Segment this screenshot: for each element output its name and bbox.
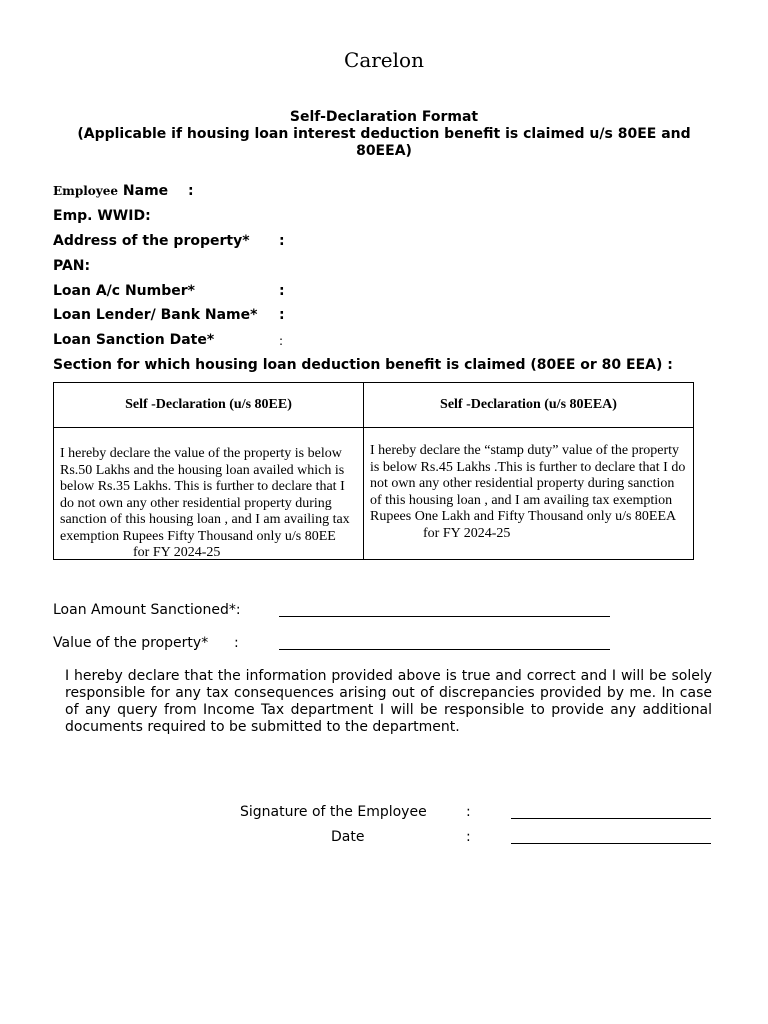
property-value-field[interactable] bbox=[279, 649, 610, 650]
employee-name-colon: : bbox=[188, 183, 194, 199]
col1-header-cell bbox=[54, 383, 364, 428]
col1-body-cell bbox=[54, 428, 364, 559]
wwid-label: Emp. WWID: bbox=[53, 208, 151, 224]
sanction-date-colon: : bbox=[279, 334, 284, 348]
date-field[interactable] bbox=[511, 843, 711, 844]
date-label: Date bbox=[331, 829, 365, 845]
address-colon: : bbox=[279, 233, 285, 249]
col1-body: I hereby declare the value of the property is below Rs.50 Lakhs and the housing loan availed which is below Rs.35 Lakhs. This is further to declare that I do not own any other residential property during sanction of this housing loan , and I am availing tax exemption Rupees Fifty Thousand only u/s 80EE bbox=[60, 446, 350, 544]
loan-account-colon: : bbox=[279, 283, 285, 299]
col2-header-cell bbox=[364, 383, 693, 428]
section-prompt: Section for which housing loan deduction benefit is claimed (80EE or 80 EEA) : bbox=[53, 357, 673, 373]
signature-colon: : bbox=[466, 804, 471, 820]
amount-sanctioned-label: Loan Amount Sanctioned*: bbox=[53, 602, 241, 618]
company-name: Carelon bbox=[344, 48, 424, 72]
col2-body: I hereby declare the “stamp duty” value of the property is below Rs.45 Lakhs .This is further to declare that I do not own any other residential property during sanction of this housing loan , and I am availing tax exemption Rupees One Lakh and Fifty Thousand only u/s 80EEA bbox=[370, 443, 686, 524]
lender-label: Loan Lender/ Bank Name* bbox=[53, 307, 258, 323]
amount-sanctioned-field[interactable] bbox=[279, 616, 610, 617]
date-colon: : bbox=[466, 829, 471, 845]
employee-name-label bbox=[53, 183, 168, 199]
pan-label: PAN: bbox=[53, 258, 91, 274]
col2-body-cell bbox=[364, 428, 693, 559]
address-label: Address of the property* bbox=[53, 233, 250, 249]
employee-suffix: Name bbox=[122, 183, 169, 199]
property-value-colon: : bbox=[234, 635, 239, 651]
col1-header: Self -Declaration (u/s 80EE) bbox=[125, 397, 292, 412]
declaration-table bbox=[53, 382, 694, 560]
col1-fy: for FY 2024-25 bbox=[133, 545, 221, 560]
col2-fy: for FY 2024-25 bbox=[423, 525, 511, 541]
signature-field[interactable] bbox=[511, 818, 711, 819]
form-title: Self-Declaration Format bbox=[289, 109, 479, 125]
sanction-date-label: Loan Sanction Date* bbox=[53, 332, 215, 348]
form-subtitle: (Applicable if housing loan interest deduction benefit is claimed u/s 80EE and 80EEA) bbox=[77, 126, 691, 159]
lender-colon: : bbox=[279, 307, 285, 323]
employee-prefix: Employee bbox=[53, 184, 119, 198]
declaration-text: I hereby declare that the information provided above is true and correct and I will be solely responsible for any tax consequences arising out of discrepancies provided by me. In case of any query from Income Tax department I will be responsible to provide any additional documents required to be submitted to the department. bbox=[65, 668, 712, 735]
property-value-label: Value of the property* bbox=[53, 635, 209, 651]
col2-header: Self -Declaration (u/s 80EEA) bbox=[440, 397, 617, 412]
loan-account-label: Loan A/c Number* bbox=[53, 283, 195, 299]
signature-label: Signature of the Employee bbox=[240, 804, 427, 820]
